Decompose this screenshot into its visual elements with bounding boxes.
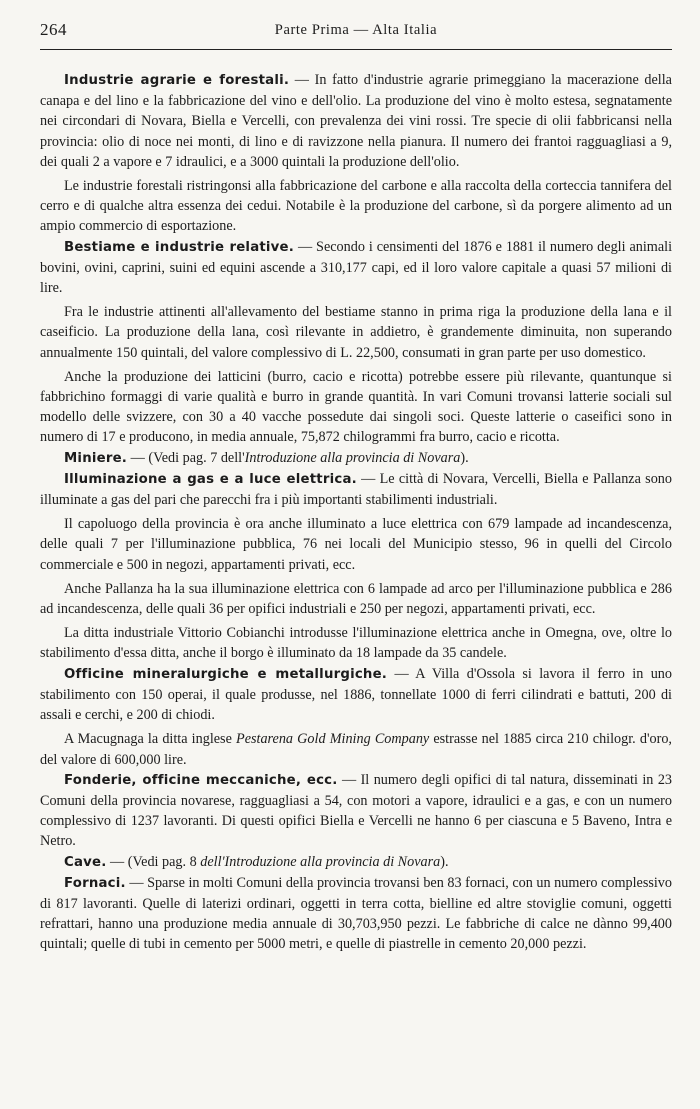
paragraph-text: estrasse nel 1885 circa 210 chilogr. d'oro, del valore di 600,000 lire. — [40, 731, 672, 768]
paragraph-text: — Le città di Novara, Vercelli, Biella e Pallanza sono illuminate a gas del pari che parecchi fra i più importanti stabilimenti industriali. — [40, 470, 672, 509]
section-title: Bestiame e industrie relative. — [64, 239, 295, 255]
paragraph — [40, 176, 672, 237]
paragraph — [40, 469, 672, 510]
paragraph-text: — Secondo i censimenti del 1876 e 1881 il numero degli animali bovini, ovini, caprini, suini ed equini ascende a 310,177 capi, ed il loro valore capitale a quasi 57 milioni di lire. — [40, 238, 673, 297]
page-header — [40, 18, 672, 44]
paragraph-text: — (Vedi pag. 8 — [106, 853, 201, 870]
paragraph-text: Anche la produzione dei latticini (burro, cacio e ricotta) potrebbe essere più rilevante, quantunque si fabbrichino formaggi di varie qualità e burro in grande quantità. In vari Comuni trovansi latterie sociali sul modello delle svizzere, con 30 a 40 vacche possedute dai singoli soci. Queste latterie o caseifici sono in numero di 17 e producono, in media annuale, 75,872 chilogrammi fra burro, cacio e ricotta. — [40, 368, 672, 446]
paragraph-text: — A Villa d'Ossola si lavora il ferro in uno stabilimento con 150 operai, il quale produsse, nel 1886, tonnellate 1000 di ferri cilindrati e battuti, 200 di assali e cerchi, e 200 di chiodi. — [40, 665, 672, 724]
paragraph — [40, 448, 672, 469]
paragraph — [40, 237, 672, 299]
paragraph-text: Le industrie forestali ristringonsi alla fabbricazione del carbone e alla raccolta della corteccia tannifera del cerro e di qualche altra essenza dei cedui. Notabile è la produzione del carbone, sì da porgere alimento ad un ampio commercio di esportazione. — [40, 178, 672, 235]
page-number: 264 — [40, 20, 67, 39]
paragraph — [40, 70, 672, 172]
paragraph-text: La ditta industriale Vittorio Cobianchi introdusse l'illuminazione elettrica anche in Omegna, ove, oltre lo stabilimento d'essa ditta, anche il borgo è illuminato da 18 lampade da 35 candele. — [40, 625, 672, 662]
paragraph-text: Anche Pallanza ha la sua illuminazione elettrica con 6 lampade ad arco per l'illuminazione pubblica e 286 ad incandescenza, delle quali 36 per opifici industriali e 250 per negozi, appartamenti privati, ecc. — [40, 580, 672, 618]
running-title: Parte Prima — Alta Italia — [274, 22, 438, 38]
section-title: Fornaci. — [64, 875, 126, 891]
paragraph — [40, 729, 672, 769]
paragraph-text: Il capoluogo della provincia è ora anche illuminato a luce elettrica con 679 lampade ad incandescenza, delle quali 7 per l'illuminazione pubblica, 76 nei locali del Municipio stesso, 96 in quelli del Circolo commerciale e 500 in negozi, appartamenti privati, ecc. — [40, 516, 672, 573]
section-title: Illuminazione a gas e a luce elettrica. — [64, 471, 357, 487]
paragraph — [40, 664, 672, 726]
section-title: Fonderie, officine meccaniche, ecc. — [64, 772, 338, 788]
section-title: Miniere. — [64, 450, 128, 466]
paragraph — [40, 514, 672, 575]
section-title: Cave. — [64, 854, 107, 870]
paragraph-text: — In fatto d'industrie agrarie primeggiano la macerazione della canapa e del lino e la fabbricazione del vino e dell'olio. La produzione del vino è molto estesa, segnatamente nei circondari di Novara, Biella e Vercelli, con prevalenza dei vini rossi. Tre specie di olii fabbricansi nella provincia: olio di noce nei monti, di lino e di ravizzone nella pianura. Il numero dei frantoi ragguagliasi a 9, dei quali 2 a vapore e 7 idraulici, e a 3000 quintali la produzione dell'olio. — [40, 72, 672, 170]
italic-reference: dell'Introduzione alla provincia di Novara — [200, 853, 441, 870]
page-body — [40, 70, 672, 955]
paragraph — [40, 770, 672, 852]
paragraph — [40, 852, 672, 873]
paragraph — [40, 873, 672, 955]
header-rule — [40, 49, 672, 50]
paragraph — [40, 579, 672, 619]
section-title: Industrie agrarie e forestali. — [64, 73, 290, 88]
paragraph-text: — Sparse in molti Comuni della provincia trovansi ben 83 fornaci, con un numero complessivo di 817 lavoranti. Quelle di laterizi ordinari, oggetti in terra cotta, bielline ed altre stoviglie comuni, oggetti refrattari, hanno una produzione media annuale di 30,703,950 pezzi. Le fabbriche di calce ne dànno 99,400 quintali; quelle di tubi in cemento per 5000 metri, e quelle di piastrelle in cemento 20,000 pezzi. — [40, 874, 672, 953]
italic-reference: Introduzione alla provincia di Novara — [244, 449, 461, 466]
paragraph-text: ). — [460, 449, 469, 466]
paragraph-text: — (Vedi pag. 7 dell' — [127, 449, 245, 466]
paragraph-text: Fra le industrie attinenti all'allevamento del bestiame stanno in prima riga la produzione della lana e il caseificio. La produzione della lana, così rilevante in addietro, è grandemente diminuita, non superando annualmente 150 quintali, del valore complessivo di L. 22,500, consumati in gran parte per uso domestico. — [40, 304, 672, 361]
section-title: Officine mineralurgiche e metallurgiche. — [64, 666, 388, 682]
paragraph-text: — Il numero degli opifici di tal natura, disseminati in 23 Comuni della provincia novarese, ragguagliasi a 54, con motori a vapore, idraulici e a gas, e con un numero complessivo di 1237 lavoranti. Di questi opifici Biella e Vercelli ne hanno 6 per ciascuna e 5 Baveno, Intra e Netro. — [40, 771, 673, 850]
paragraph-text: A Macugnaga la ditta inglese — [64, 731, 237, 748]
paragraph — [40, 623, 672, 663]
italic-company-name: Pestarena Gold Mining Company — [236, 731, 430, 748]
paragraph — [40, 302, 672, 363]
paragraph — [40, 367, 672, 448]
paragraph-text: ). — [440, 853, 449, 870]
